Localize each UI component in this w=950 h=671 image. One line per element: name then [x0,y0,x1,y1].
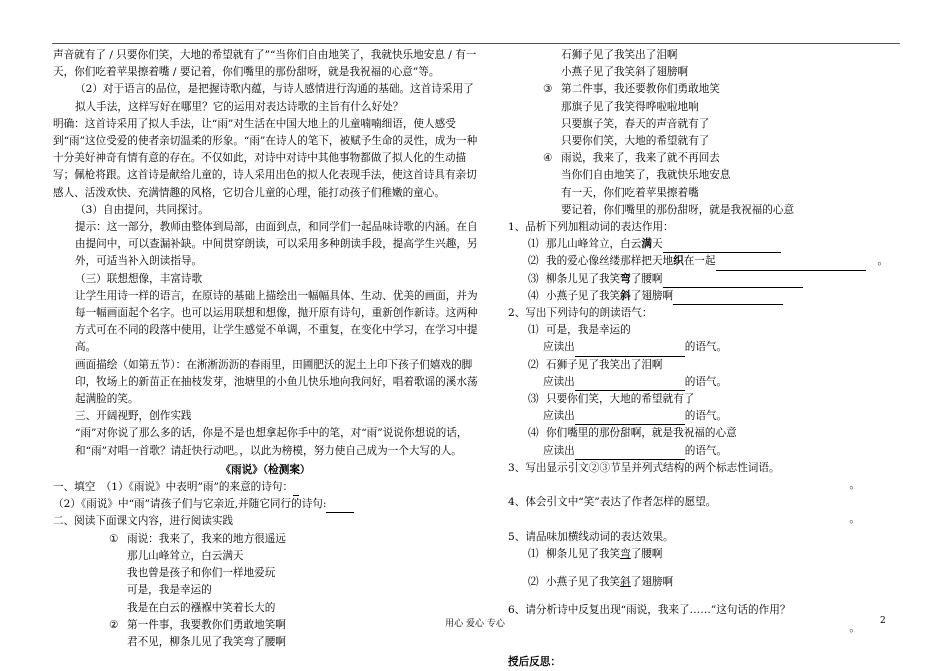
section-heading: （三）联想想像，丰富诗歌 [75,272,203,285]
poem-line [508,150,900,167]
question-heading: 5、请品味加横线动词的表达效果。 [508,530,674,543]
left-column [53,47,478,651]
question-item [508,253,900,270]
answer-end-mark: 。 [849,479,860,492]
bold-verb: 满 [641,238,652,251]
paragraph: 让学生用诗一样的语言，在原诗的基础上描绘出一幅幅具体、生动、优美的画面，并为每一幅画面起个名字。也可以运用联想和想像，抛开原有诗句，重新创作新诗。这两种方式可在不同的段落中使用，让学生感觉不单调，不重复，在变化中学习，在学习中提高。 [75,289,478,354]
question-item [508,391,900,408]
poem-text: 雨说，我来了，我来了就不再回去 [561,152,720,165]
item-number: ⑵ [528,576,539,589]
question-item [508,546,900,563]
poem-text: 我也曾是孩子和你们一样地爱玩 [127,567,276,580]
bold-verb: 弯 [620,272,631,285]
paragraph: “雨”对你说了那么多的话，你是不是也想拿起你手中的笔，对“雨”说说你想说的话，和“雨”对唱一首歌？请赶快行动吧。，以此为榜模，努力使自己成为一个大写的人。 [75,427,468,457]
poem-line [508,99,900,116]
poem-line [53,600,478,617]
answer-blank[interactable] [716,258,866,271]
item-text: 小燕子见了我笑 [546,289,621,302]
poem-line [53,634,478,651]
reading-tone-line [508,339,900,356]
section-heading: 三、开阔视野，创作实践 [75,410,192,423]
item-number: ⑴ [528,324,539,337]
question-heading: 2、写出下列诗句的朗读语气： [508,307,653,320]
underlined-verb: 斜 [620,576,631,589]
poem-line [508,202,900,219]
poem-text: 君不见，柳条儿见了我笑弯了腰啊 [127,635,286,648]
poem-text: 有一天，你们吃着苹果擦着嘴 [561,186,699,199]
answer-blank[interactable] [293,483,299,496]
item-number: ⑵ [528,255,539,268]
paragraph: 画面描绘（如第五节）：在淅淅沥沥的春雨里，田圃肥沃的泥土上印下孩子们嬉戏的脚印，牧场上的新苗正在抽枝发芽，池塘里的小鱼儿快乐地向我问好，唱着歌谣的溪水荡起满脸的笑。 [75,358,478,406]
question-item [508,236,900,253]
poem-text: 小燕子见了我笑斜了翅膀啊 [561,66,689,79]
question-heading: 1、品析下列加粗动词的表达作用： [508,221,674,234]
reading-tone-line [508,408,900,425]
answer-blank[interactable] [575,412,685,425]
item-text: 可是，我是幸运的 [546,324,631,337]
poem-text: 雨说：我来了，我来的地方很遥远 [127,532,286,545]
item-text: 柳条儿见了我笑 [546,272,621,285]
answer-blank[interactable] [575,447,685,460]
question-item [508,271,900,288]
poem-line [53,548,478,565]
item-number: ⑷ [528,427,539,440]
poem-text: 要记着，你们嘴里的那份甜呀，就是我祝福的心意 [561,203,795,216]
item-number: ⑷ [528,289,539,302]
item-text: 了翅膀啊 [630,289,674,302]
answer-blank[interactable] [673,292,783,305]
item-text: 小燕子见了我笑 [546,576,621,589]
answer-end-mark: 。 [849,621,860,634]
poem-line [508,64,900,81]
read-suffix: 的语气。 [684,410,728,423]
reading-tone-line [508,443,900,460]
poem-text: 我是在白云的襁褓中笑着长大的 [127,601,276,614]
item-text: 柳条儿见了我笑 [546,547,621,560]
poem-excerpt [53,531,478,651]
poem-line [508,47,900,64]
item-text: 只要你们笑，大地的希望就有了 [546,393,695,406]
reading-tone-line [508,374,900,391]
question-item [508,574,900,591]
poem-excerpt [508,47,900,219]
paragraph: （2）对于语言的品位，是把握诗歌内蕴，与诗人感情进行沟通的基础。这首诗采用了拟人手法，这样写好在哪里？它的运用对表达诗歌的主旨有什么好处？ [75,83,474,113]
paragraph: 声音就有了 / 只要你们笑，大地的希望就有了”“当你们自由地笑了，我就快乐地安息 / 有一天，你们吃着苹果擦着嘴 / 要记着，你们嘴里的那份甜呀，就是我祝福的心意”等。 [53,49,477,79]
poem-text: 只要你们笑，大地的希望就有了 [561,135,710,148]
stanza-number: ① [109,532,119,545]
underlined-verb: 弯 [620,547,631,560]
item-text: 在一起 [683,255,716,268]
poem-text: 那旗子见了我笑得哗啦啦地响 [561,100,699,113]
question-1b: （2）《雨说》中“雨”请孩子们与它亲近,并随它同行的诗句: [53,496,478,513]
poem-text: 可是，我是幸运的 [127,584,212,597]
question-heading: 4、体会引文中“笑”表达了作者怎样的愿望。 [508,496,717,509]
poem-text: 第二件事，我还要教你们勇敢地笑 [561,83,720,96]
poem-text: 第一件事，我要教你们勇敢地笑啊 [127,618,286,631]
question-item [508,288,900,305]
paragraph: 明确：这首诗采用了拟人手法，让“雨”对生活在中国大地上的儿童喃喃细语，使人感受到“雨”这位受爱的使者亲切温柔的形象。“雨”在诗人的笔下，被赋予生命的灵性，成为一种十分美好神奇有情有意的存在。不仅如此，对诗中对诗中其他事物都做了拟人化的生动描写；佩枪将跟。这首诗是献给儿童的，诗人采用出色的拟人化表现手法，使这首诗具有亲切感人、活泼欢快、充满情趣的风格，它切合儿童的心理，能打动孩子们稚嫩的童心。 [53,117,478,199]
answer-blank[interactable] [663,275,803,288]
item-number: ⑴ [528,238,539,251]
answer-blank[interactable] [663,240,781,253]
item-text: 天 [651,238,663,251]
question-item [508,357,900,374]
question-list [508,546,900,591]
poem-line [53,582,478,599]
page-title: 《雨说》（检测案） [220,463,311,476]
question-list [508,236,900,305]
answer-blank[interactable] [575,378,685,391]
right-column [508,47,900,671]
bold-verb: 织 [673,255,684,268]
question-item [508,322,900,339]
question-heading: 6、请分析诗中反复出现“雨说，我来了……”这句话的作用？ [508,604,791,617]
item-number: ⑶ [528,272,539,285]
read-suffix: 的语气。 [684,444,728,457]
paragraph: 提示：这一部分，教师由整体到局部，由面到点，和同学们一起品味诗歌的内涵。在自由提问中，可以查漏补缺。中间贯穿朗读，可以采用多种朗读手段，提高学生兴趣，另外，可适当补入朗读指导。 [75,221,478,268]
read-suffix: 的语气。 [684,341,728,354]
item-text: 石狮子见了我笑出了泪啊 [546,358,663,371]
poem-text: 只要旗子笑，春天的声音就有了 [561,117,710,130]
poem-line [508,185,900,202]
bold-verb: 斜 [620,289,631,302]
answer-blank[interactable] [575,344,685,357]
read-label: 应读出 [543,375,575,388]
header-rule [52,43,900,44]
footer-slogan: 用心 爱心 专心 [445,619,505,629]
page-number: 2 [880,616,886,626]
item-text: 了翅膀啊 [630,576,674,589]
read-label: 应读出 [543,410,575,423]
poem-text: 石狮子见了我笑出了泪啊 [561,49,678,61]
stanza-number: ③ [543,83,553,96]
poem-text: 那儿山峰耸立，白云满天 [127,549,244,562]
reflection-heading: 授后反思： [508,655,561,668]
read-label: 应读出 [543,444,575,457]
poem-line [508,133,900,150]
poem-line [508,167,900,184]
question-2: 二、阅读下面课文内容，进行阅读实践 [53,515,234,528]
item-text: 了腰啊 [630,547,663,560]
poem-text: 当你们自由地笑了，我就快乐地安息 [561,169,731,182]
item-number: ⑴ [528,547,539,560]
answer-end-mark: 。 [849,513,860,526]
question-heading: 3、写出显示引文②③节呈并列式结构的两个标志性词语。 [508,461,780,474]
poem-line [53,565,478,582]
answer-blank[interactable] [326,500,354,513]
question-item [508,425,900,442]
question-1: 一、填空 （1）《雨说》中表明”雨”的来意的诗句： [53,479,478,496]
poem-line [508,81,900,98]
item-text: 了腰啊 [630,272,663,285]
read-suffix: 的语气。 [684,375,728,388]
item-text: 我的爱心像丝缕那样把天地 [546,255,674,268]
paragraph: （3）自由提问，共同探讨。 [75,203,209,216]
item-text: 那儿山峰耸立，白云 [546,238,642,251]
read-label: 应读出 [543,341,575,354]
stanza-number: ④ [543,152,553,165]
item-number: ⑶ [528,393,539,406]
question-list [508,322,900,460]
poem-line [53,531,478,548]
end-mark: 。 [877,255,889,268]
item-text: 你们嘴里的那份甜啊，就是我祝福的心意 [546,427,737,440]
poem-line [508,116,900,133]
stanza-number: ② [109,618,119,631]
item-number: ⑵ [528,358,539,371]
